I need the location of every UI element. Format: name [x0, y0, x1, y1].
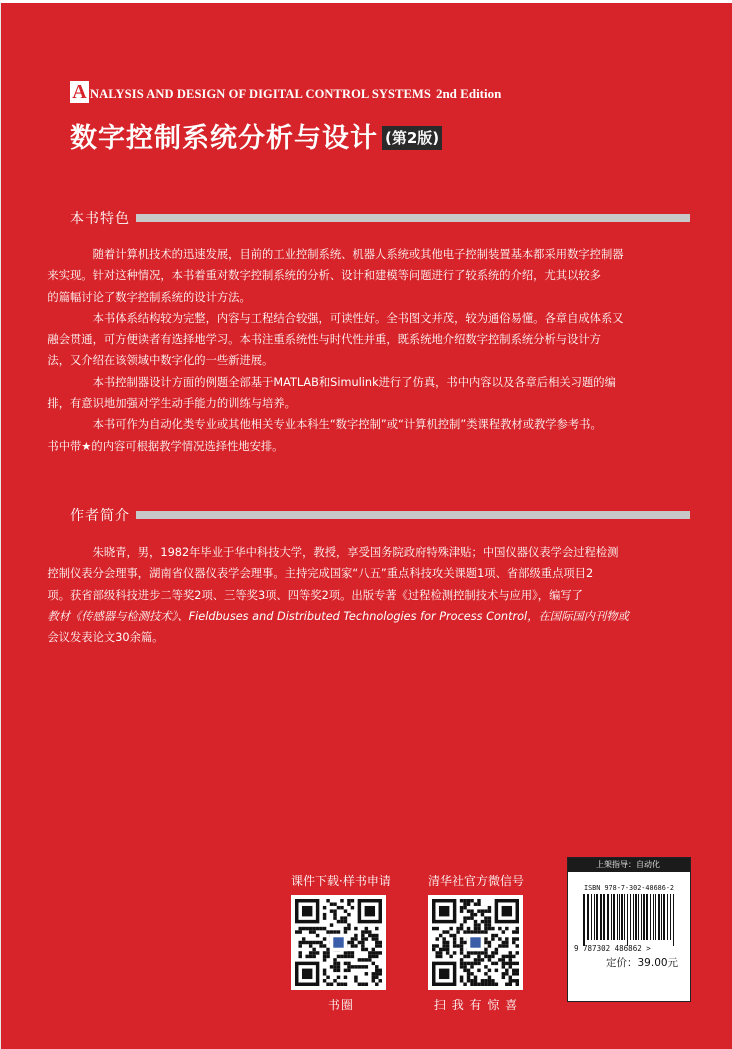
english-title-text: NALYSIS AND DESIGN OF DIGITAL CONTROL SYSTEMS	[90, 86, 431, 101]
barcode-bar	[583, 894, 585, 946]
barcode-bar	[663, 894, 665, 940]
text-line: 本书可作为自动化类专业或其他相关专业本科生“数字控制”或“计算机控制”类课程教材或教学参考书。	[92, 418, 602, 432]
barcode-bar	[653, 894, 654, 940]
barcode-bar	[646, 894, 648, 940]
barcode-bar	[650, 894, 651, 940]
barcode-bar	[624, 894, 625, 940]
text-line: 教材《传感器与检测技术》、Fieldbuses and Distributed Technologies for Process Control，在国际国内刊物或	[47, 609, 629, 623]
barcode-bar	[619, 894, 620, 940]
barcode-bar	[603, 894, 605, 940]
text-line: 本书控制器设计方面的例题全部基于MATLAB和Simulink进行了仿真，书中内容以及各章后相关习题的编	[92, 375, 616, 389]
features-text	[47, 244, 690, 457]
isbn-barcode-panel	[567, 857, 691, 1002]
chinese-title-text: 数字控制系统分析与设计	[70, 123, 378, 154]
barcode-bar	[591, 894, 592, 940]
features-paragraph	[47, 372, 690, 415]
barcode-bar	[673, 894, 674, 946]
text-line: 来实现。针对这种情况，本书着重对数字控制系统的分析、设计和建模等问题进行了较系统的介绍，尤其以较多	[47, 269, 601, 283]
isbn-number: ISBN 978-7-302-48686-2	[584, 884, 675, 892]
barcode-bar	[635, 894, 637, 940]
qr-wechat	[428, 872, 524, 1013]
chinese-title	[70, 116, 442, 155]
barcode-bar	[596, 894, 598, 940]
barcode-bar	[621, 894, 623, 940]
price-label: 定价：39.00元	[606, 957, 679, 969]
author-divider-bar	[136, 511, 690, 519]
barcode-bar	[630, 894, 631, 940]
barcode-bar	[587, 894, 589, 940]
qr-code-courseware	[291, 895, 386, 990]
author-paragraph	[47, 542, 690, 648]
text-line: 排，有意识地加强对学生动手能力的训练与培养。	[47, 397, 296, 411]
barcode-bar	[633, 894, 634, 940]
qr-courseware	[291, 872, 391, 1013]
qr-code-icon	[432, 899, 519, 986]
qr-courseware-caption: 课件下载·样书申请	[291, 874, 391, 888]
chinese-edition-badge: (第2版)	[382, 126, 442, 150]
features-heading	[70, 208, 690, 228]
author-heading-label: 作者简介	[70, 508, 130, 524]
english-title	[70, 81, 501, 103]
barcode-bar	[655, 894, 656, 940]
barcode-bar	[661, 894, 662, 940]
text-line: 法，又介绍在该领域中数字化的一些新进展。	[47, 354, 274, 368]
text-line: 的篇幅讨论了数字控制系统的设计方法。	[47, 290, 251, 304]
barcode-bar	[670, 894, 671, 940]
text-line: 融会贯通，可方便读者有选择地学习。本书注重系统性与时代性并重，既系统地介绍数字控制系统分析与设计方	[47, 333, 601, 347]
qr-code-wechat	[428, 895, 523, 990]
author-heading	[70, 505, 690, 525]
barcode-bar	[627, 894, 628, 946]
shelf-category: 上架指导：自动化	[568, 858, 690, 872]
text-line: 项。获省部级科技进步二等奖2项、三等奖3项、四等奖2项。出版专著《过程检测控制技术与应用》，编写了	[47, 588, 583, 602]
qr-code-icon	[295, 899, 382, 986]
features-heading-label: 本书特色	[70, 211, 130, 227]
english-title-initial: A	[70, 81, 89, 103]
barcode-bar	[607, 894, 609, 940]
qr-courseware-label: 书圈	[327, 998, 354, 1012]
barcode-bar	[611, 894, 612, 940]
qr-wechat-caption: 清华社官方微信号	[428, 874, 525, 888]
text-line: 会议发表论文30余篇。	[47, 631, 164, 645]
barcode-bar	[643, 894, 645, 940]
barcode-bar	[617, 894, 618, 940]
text-line: 本书体系结构较为完整，内容与工程结合较强，可读性好。全书图文并茂，较为通俗易懂。各章自成体系又	[92, 311, 624, 325]
features-divider-bar	[136, 214, 690, 222]
barcode-bar	[658, 894, 660, 940]
barcode-bar	[638, 894, 639, 940]
text-line: 书中带★的内容可根据教学情况选择性地安排。	[47, 439, 284, 453]
text-line: 随着计算机技术的迅速发展，目前的工业控制系统、机器人系统或其他电子控制装置基本都采用数字控制器	[92, 248, 624, 261]
barcode-bar	[594, 894, 595, 940]
features-paragraph	[47, 308, 690, 372]
author-text	[47, 542, 690, 648]
barcode-bar	[613, 894, 615, 940]
barcode-digits: 9 787302 486862 >	[574, 944, 651, 953]
text-line: 控制仪表分会理事，湖南省仪器仪表学会理事。主持完成国家“八五”重点科技攻关课题1项、省部级重点项目2	[47, 567, 594, 581]
text-line: 朱晓青，男，1982年毕业于华中科技大学，教授，享受国务院政府特殊津贴；中国仪器仪表学会过程检测	[92, 546, 619, 559]
features-paragraph	[47, 414, 690, 457]
features-paragraph	[47, 244, 690, 308]
qr-wechat-label: 扫 我 有 惊 喜	[433, 998, 519, 1012]
barcode-bar	[641, 894, 642, 940]
barcode-bar	[600, 894, 602, 940]
barcode-bar	[667, 894, 668, 940]
english-edition: 2nd Edition	[435, 85, 502, 101]
